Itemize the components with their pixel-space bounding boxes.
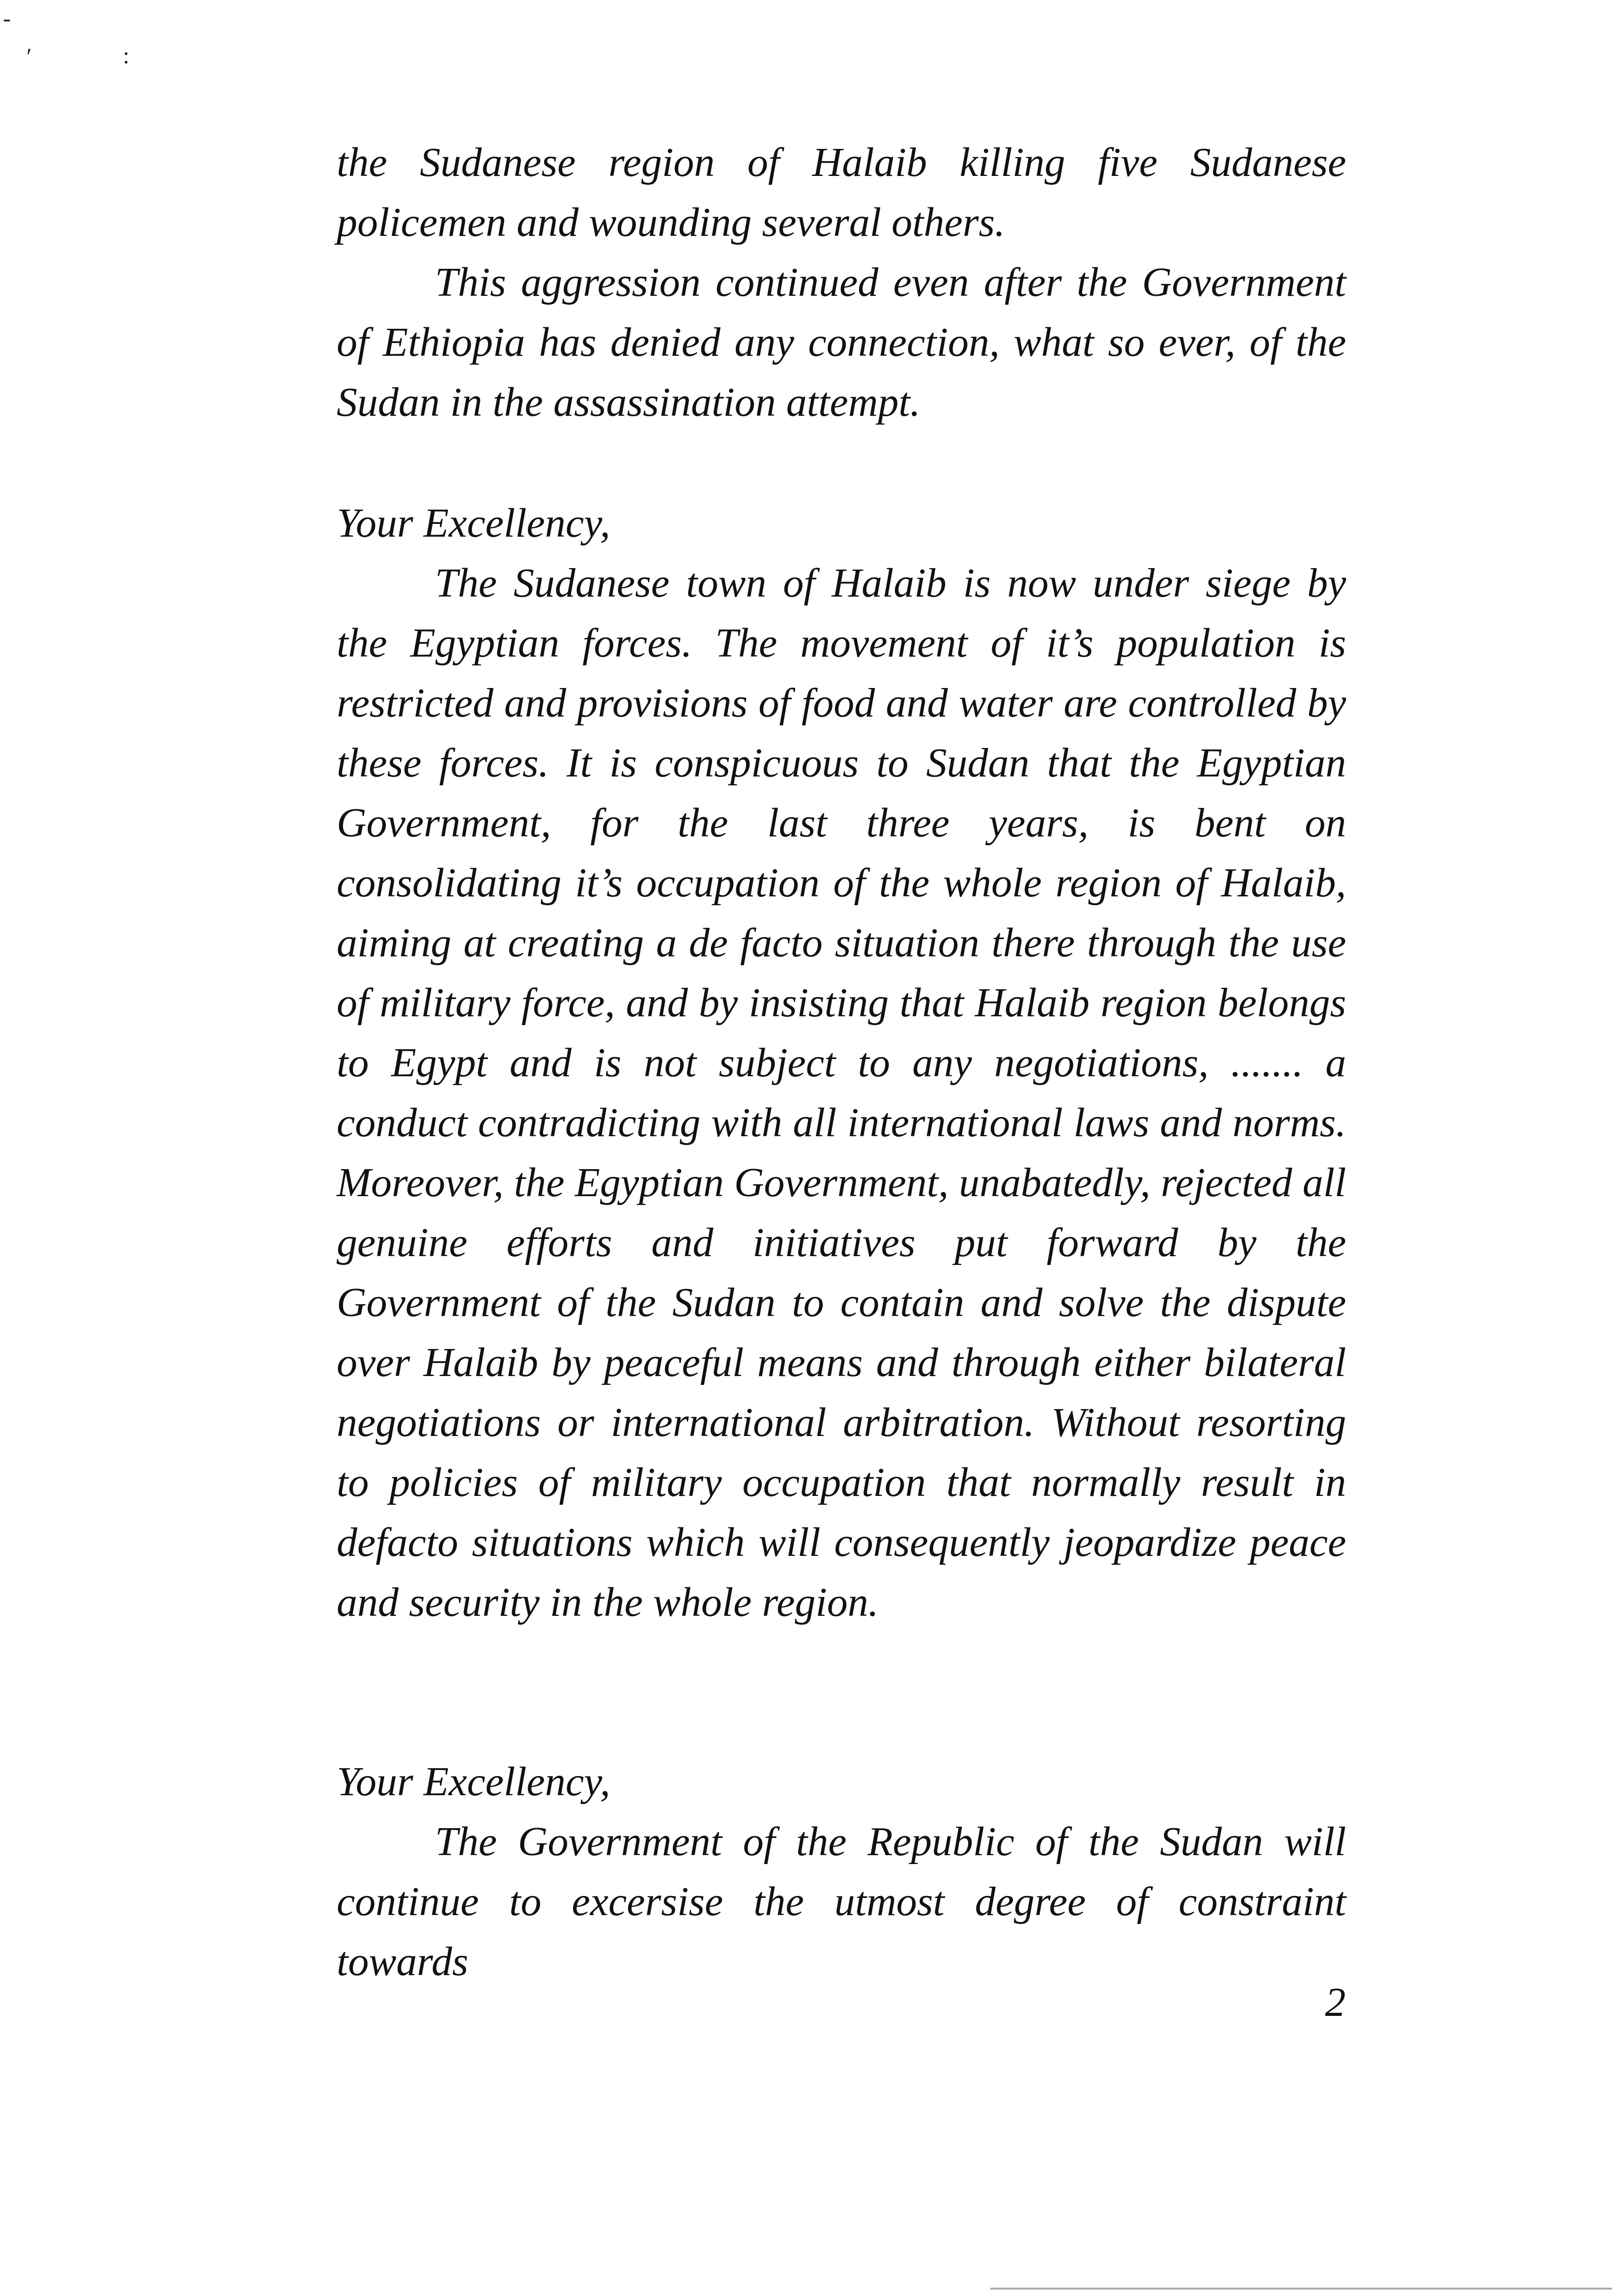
salutation: Your Excellency, bbox=[337, 500, 610, 546]
scan-mark: - bbox=[3, 5, 11, 31]
page-number: 2 bbox=[1325, 1980, 1346, 2025]
scan-edge-line bbox=[990, 2288, 1612, 2290]
scan-mark: : bbox=[123, 43, 130, 69]
paragraph-continuation: the Sudanese region of Halaib killing five Sudanese policemen and wounding several others. bbox=[337, 140, 1346, 245]
paragraph-government-restraint: The Government of the Republic of the Sudan will continue to excersise the utmost degree of constraint towards bbox=[337, 1819, 1346, 1984]
paragraph-halaib-siege: The Sudanese town of Halaib is now under siege by the Egyptian forces. The movement of it’s population is restricted and provisions of food and water are controlled by these forces. It is conspicuous to Sudan that the Egyptian Government, for the last three years, is bent on consolidating it’s occupation of the whole region of Halaib, aiming at creating a de facto situation there through the use of military force, and by insisting that Halaib region belongs to Egypt and is not subject to any negotiations, ....... a conduct contradicting with all international laws and norms. Moreover, the Egyptian Government, unabatedly, rejected all genuine efforts and initiatives put forward by the Government of the Sudan to contain and solve the dispute over Halaib by peaceful means and through either bilateral negotiations or international arbitration. Without resorting to policies of military occupation that normally result in defacto situations which will consequently jeopardize peace and security in the whole region. bbox=[337, 560, 1346, 1625]
scan-mark: ′ bbox=[27, 44, 32, 70]
salutation: Your Excellency, bbox=[337, 1759, 610, 1805]
paragraph-ethiopia-denial: This aggression continued even after the Government of Ethiopia has denied any connection, what so ever, of the Sudan in the assassination attempt. bbox=[337, 259, 1346, 425]
